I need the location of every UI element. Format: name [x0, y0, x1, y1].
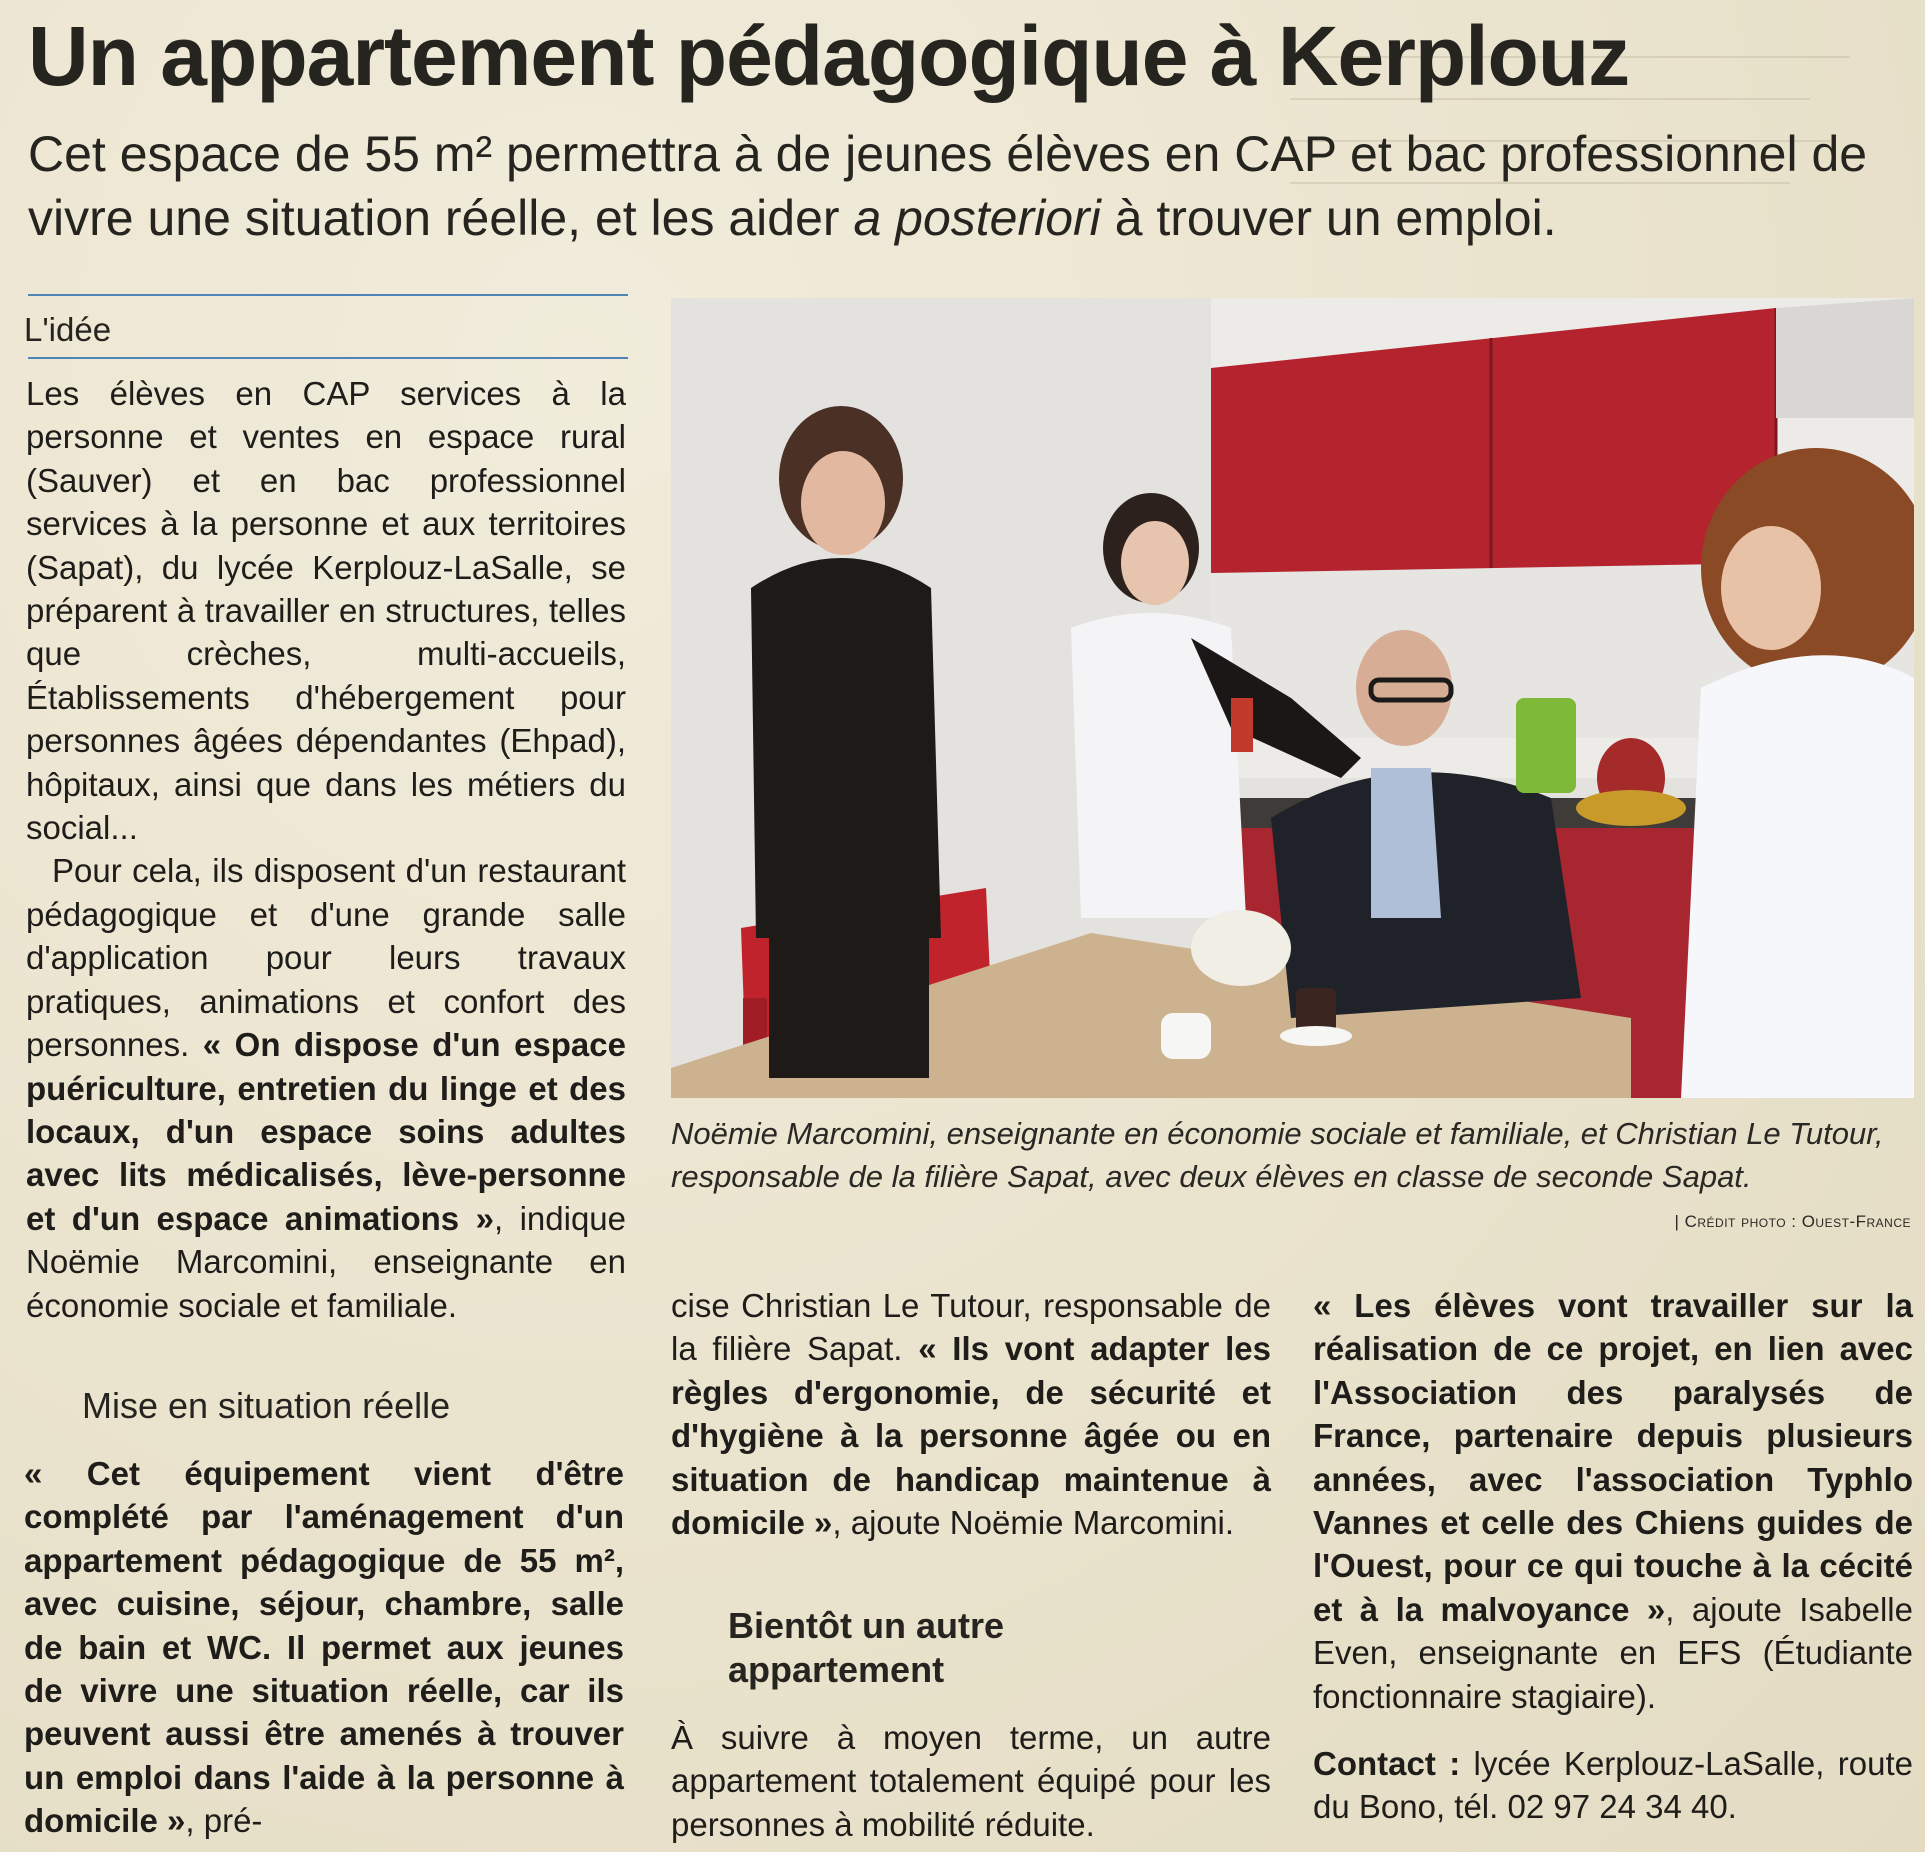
para-idee-2-end: , indique Noëmie Marcomini, enseignante en économie sociale et familiale.: [26, 1199, 626, 1324]
para-col2-end: , ajoute Noëmie Marcomini.: [832, 1504, 1235, 1542]
section-heading-situation: Mise en situation réelle: [82, 1385, 451, 1426]
column-2-body-lower: [671, 1716, 1271, 1846]
paragraph-bientot: À suivre à moyen terme, un autre appartement totalement équipé pour les personnes à mobilité réduite.: [671, 1719, 1271, 1843]
column-1-body-lower: [24, 1452, 624, 1843]
paragraph-idee-1: Les élèves en CAP services à la personne et ventes en espace rural (Sauver) et en bac professionnel services à la personne et aux territoires (Sapat), du lycée Kerplouz-LaSalle, se préparent à travailler en structures, telles que crèches, multi-accueils, Établissements d'hébergement pour personnes âgées dépendantes (Ehpad), hôpitaux, ainsi que dans les métiers du social...: [26, 375, 626, 847]
kitchen-scene-illustration: [671, 298, 1914, 1098]
para-idee-2-plain: Pour cela, ils disposent d'un restaurant pédagogique et d'une grande salle d'application pour leurs travaux pratiques, animations et confort des personnes.: [26, 852, 626, 1064]
para-col2-quote: « Ils vont adapter les règles d'ergonomie, de sécurité et d'hygiène à la personne âgée ou en situation de handicap maintenue à domicile »: [671, 1330, 1271, 1542]
section-heading-bientot-line1: Bientôt un autre: [728, 1605, 1004, 1646]
paragraph-column-3: [1313, 1284, 1913, 1718]
para-idee-2-quote: « On dispose d'un espace puériculture, entretien du linge et des locaux, d'un espace soins adultes avec lits médicalisés, lève-personne et d'un espace animations »: [26, 1026, 626, 1237]
section-heading-bientot: [728, 1604, 1004, 1692]
para-col3-quote: « Les élèves vont travailler sur la réalisation de ce projet, en lien avec l'Association des paralysés de France, partenaire depuis plusieurs années, avec l'association Typhlo Vannes et celle des Chiens guides de l'Ouest, pour ce qui touche à la cécité et à la malvoyance »: [1313, 1287, 1913, 1628]
article-subheadline: [28, 122, 1908, 250]
contact-text: lycée Kerplouz-LaSalle, route du Bono, tél. 02 97 24 34 40.: [1313, 1745, 1913, 1826]
section-rule-top: [28, 294, 628, 296]
paragraph-column-2: [671, 1284, 1271, 1544]
subhead-italic: a posteriori: [853, 190, 1101, 246]
para-situation-end: , pré-: [185, 1802, 263, 1840]
section-heading-bientot-line2: appartement: [728, 1649, 945, 1690]
photo-caption: Noëmie Marcomini, enseignante en économie sociale et familiale, et Christian Le Tutour, responsable de la filière Sapat, avec deux élèves en classe de seconde Sapat.: [671, 1116, 1884, 1194]
subhead-text-2: à trouver un emploi.: [1100, 190, 1557, 246]
column-1-body: [26, 372, 626, 1327]
photo-credit: | Crédit photo : Ouest-France: [1674, 1212, 1911, 1231]
article-photo: [671, 298, 1914, 1098]
contact-label: Contact :: [1313, 1745, 1461, 1783]
column-3-body: [1313, 1284, 1913, 1829]
paragraph-idee-2: [26, 849, 626, 1326]
para-col2-start: cise Christian Le Tutour, responsable de la filière Sapat.: [671, 1287, 1271, 1368]
paragraph-situation: [24, 1452, 624, 1843]
column-2-body: [671, 1284, 1271, 1544]
para-situation-quote: « Cet équipement vient d'être complété par l'aménagement d'un appartement pédagogique de 55 m², avec cuisine, séjour, chambre, salle de bain et WC. Il permet aux jeunes de vivre une situation réelle, car ils peuvent aussi être amenés à trouver un emploi dans l'aide à la personne à domicile »: [24, 1455, 624, 1840]
subhead-text-1: Cet espace de 55 m² permettra à de jeunes élèves en CAP et bac professionnel de vivre une situation réelle, et les aider: [28, 126, 1868, 246]
section-rule-bottom: [28, 357, 628, 359]
article-headline: Un appartement pédagogique à Kerplouz: [28, 9, 1630, 103]
para-col3-end: , ajoute Isabelle Even, enseignante en EFS (Étudiante fonctionnaire stagiaire).: [1313, 1590, 1913, 1715]
paragraph-contact: [1313, 1742, 1913, 1829]
section-heading-idee: L'idée: [24, 311, 112, 348]
